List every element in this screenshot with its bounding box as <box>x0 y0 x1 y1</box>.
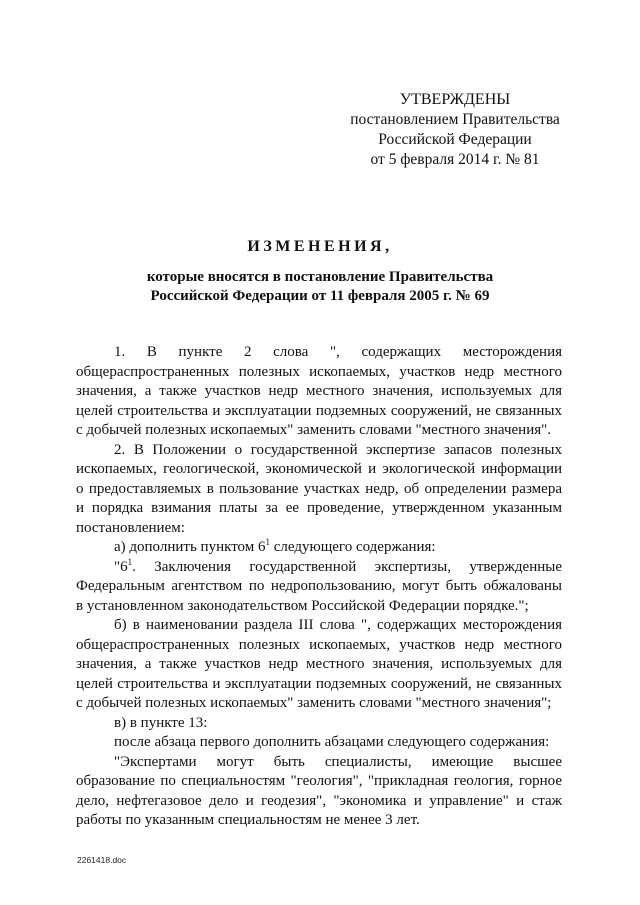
body-line-text: "6 <box>114 558 128 575</box>
body-line-text: общераспространенных полезных ископаемых, участков недр местного <box>76 363 562 380</box>
approval-line-3: от 5 февраля 2014 г. № 81 <box>370 151 540 168</box>
body-line <box>76 382 562 402</box>
body-line-text: значения, а также участков недр местного значения, используемых для <box>76 656 562 672</box>
body-line-text: б) в наименовании раздела III слова ", содержащих месторождения <box>114 617 562 633</box>
body-line <box>76 577 562 597</box>
body-line-text: в установленном законодательством Российской Федерации порядке."; <box>76 597 529 614</box>
body-line <box>76 714 562 734</box>
body-line <box>76 363 562 383</box>
body-line <box>76 538 562 558</box>
document-body <box>76 343 562 831</box>
body-line-text: целей строительства и эксплуатации подземных сооружений, не связанных <box>76 402 562 419</box>
approval-heading: УТВЕРЖДЕНЫ <box>399 91 511 108</box>
body-line <box>76 636 562 656</box>
body-line <box>76 441 562 461</box>
approval-stamp <box>340 90 570 170</box>
body-line <box>76 772 562 792</box>
body-line <box>76 519 562 539</box>
body-line-text: образование по специальностям "геология", "прикладная геология, горное <box>76 773 562 789</box>
body-line <box>76 811 562 831</box>
body-line-text: с добычей полезных ископаемых" заменить словами "местного значения"; <box>76 695 552 711</box>
body-line <box>76 616 562 636</box>
body-line-text: а) дополнить пунктом 6 <box>114 539 266 555</box>
body-line-text: работы по указанным специальностям не менее 3 лет. <box>76 812 420 828</box>
approval-line-1: постановлением Правительства <box>350 111 560 128</box>
approval-line-2: Российской Федерации <box>378 131 532 148</box>
body-line-text: дело, нефтегазовое дело и геодезия", "экономика и управление" и стаж <box>76 792 562 809</box>
body-line <box>76 460 562 480</box>
body-line <box>76 792 562 812</box>
body-line-text: ископаемых, геологической, экономической и экологической информации <box>76 461 562 477</box>
body-line-text: 2. В Положении о государственной экспертизе запасов полезных <box>114 441 562 458</box>
body-line <box>76 655 562 675</box>
body-line <box>76 343 562 363</box>
body-line-text: 1. В пункте 2 слова ", содержащих месторождения <box>114 344 562 360</box>
body-line-text: с добычей полезных ископаемых" заменить словами "местного значения". <box>76 422 552 438</box>
body-line-text: в) в пункте 13: <box>114 714 208 731</box>
body-line-text: после абзаца первого дополнить абзацами следующего содержания: <box>114 734 550 750</box>
document-subtitle <box>0 268 640 306</box>
body-line <box>76 480 562 500</box>
body-line <box>76 421 562 441</box>
file-name-footer: 2261418.doc <box>77 855 127 865</box>
body-line-text: "Экспертами могут быть специалисты, имеющие высшее <box>114 753 562 770</box>
body-line <box>76 499 562 519</box>
subtitle-line-1: которые вносятся в постановление Правительства <box>146 269 494 285</box>
body-line <box>76 733 562 753</box>
body-line <box>76 675 562 695</box>
body-line <box>76 753 562 773</box>
document-title: ИЗМЕНЕНИЯ, <box>247 238 393 255</box>
body-line <box>76 597 562 617</box>
body-line-text: общераспространенных полезных ископаемых, участков недр местного <box>76 636 562 653</box>
body-line-text: и порядка взимания платы за ее проведение, утвержденном указанным <box>76 500 562 516</box>
body-line-text-cont: следующего содержания: <box>270 539 436 555</box>
body-line <box>76 558 562 578</box>
subtitle-line-2: Российской Федерации от 11 февраля 2005 г. № 69 <box>150 288 490 304</box>
body-line-text: значения, а также участков недр местного значения, используемых для <box>76 383 562 399</box>
body-line <box>76 694 562 714</box>
superscript: 1 <box>127 556 133 567</box>
body-line <box>76 402 562 422</box>
superscript: 1 <box>265 537 271 547</box>
body-line-text: Федеральным агентством по недропользованию, могут быть обжалованы <box>76 578 562 594</box>
body-line-text: целей строительства и эксплуатации подземных сооружений, не связанных <box>76 675 562 692</box>
body-line-text: о предоставляемых в пользование участках недр, об определении размера <box>76 480 562 497</box>
body-line-text-cont: . Заключения государственной экспертизы, утвержденные <box>132 558 562 575</box>
body-line-text: постановлением: <box>76 519 185 536</box>
